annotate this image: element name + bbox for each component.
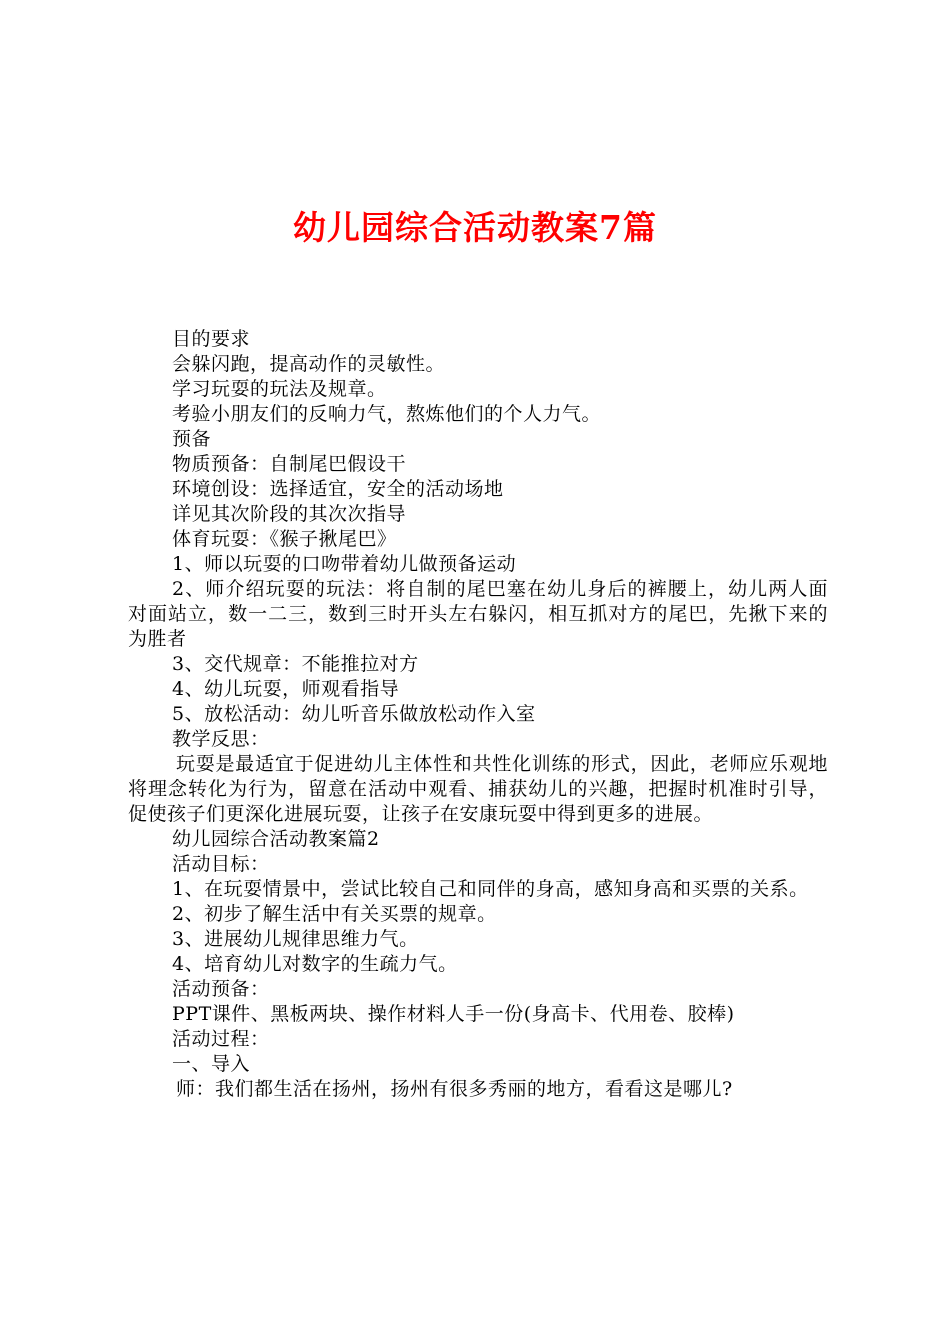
paragraph-activity-prep-materials: PPT课件、黑板两块、操作材料人手一份(身高卡、代用卷、胶棒) (172, 1003, 735, 1025)
paragraph-goals-heading: 目的要求 (172, 328, 251, 350)
paragraph-objective-1: 1、在玩耍情景中，尝试比较自己和同伴的身高，感知身高和买票的关系。 (172, 878, 809, 900)
paragraph-objectives-heading: 活动目标： (172, 853, 270, 875)
paragraph-step-5: 5、放松活动：幼儿听音乐做放松动作入室 (172, 703, 536, 725)
paragraph-objective-4: 4、培育幼儿对数字的生疏力气。 (172, 953, 458, 975)
paragraph-step-4: 4、幼儿玩耍，师观看指导 (172, 678, 400, 700)
paragraph-goal-2: 学习玩耍的玩法及规章。 (172, 378, 387, 400)
paragraph-prep-environment: 环境创设：选择适宜，安全的活动场地 (172, 478, 504, 500)
paragraph-step-1: 1、师以玩耍的口吻带着幼儿做预备运动 (172, 553, 517, 575)
paragraph-plan-2-title: 幼儿园综合活动教案篇2 (172, 828, 380, 850)
paragraph-prep-heading: 预备 (172, 428, 212, 450)
paragraph-objective-3: 3、进展幼儿规律思维力气。 (172, 928, 419, 950)
paragraph-guidance-note: 详见其次阶段的其次次指导 (172, 503, 407, 525)
paragraph-intro-heading: 一、导入 (172, 1053, 251, 1075)
paragraph-step-2: 2、师介绍玩耍的玩法：将自制的尾巴塞在幼儿身后的裤腰上，幼儿两人面对面站立，数一二三，数到三时开头左右躲闪，相互抓对方的尾巴，先揪下来的为胜者 (128, 578, 828, 650)
paragraph-prep-materials: 物质预备：自制尾巴假设干 (172, 453, 407, 475)
paragraph-game-title: 体育玩耍：《猴子揪尾巴》 (172, 528, 397, 550)
paragraph-step-3: 3、交代规章：不能推拉对方 (172, 653, 419, 675)
paragraph-activity-prep-heading: 活动预备： (172, 978, 270, 1000)
document-body (128, 327, 828, 1102)
paragraph-teacher-line: 师：我们都生活在扬州，扬州有很多秀丽的地方，看看这是哪儿? (176, 1078, 733, 1100)
paragraph-goal-3: 考验小朋友们的反响力气，熬炼他们的个人力气。 (172, 403, 602, 425)
document-title: 幼儿园综合活动教案7篇 (293, 208, 657, 247)
paragraph-objective-2: 2、初步了解生活中有关买票的规章。 (172, 903, 497, 925)
paragraph-reflection-heading: 教学反思： (172, 728, 270, 750)
paragraph-reflection-body: 玩耍是最适宜于促进幼儿主体性和共性化训练的形式，因此，老师应乐观地将理念转化为行为，留意在活动中观看、捕获幼儿的兴趣，把握时机准时引导，促使孩子们更深化进展玩耍，让孩子在安康玩耍中得到更多的进展。 (128, 753, 828, 825)
paragraph-process-heading: 活动过程： (172, 1028, 270, 1050)
paragraph-goal-1: 会躲闪跑，提高动作的灵敏性。 (172, 353, 446, 375)
